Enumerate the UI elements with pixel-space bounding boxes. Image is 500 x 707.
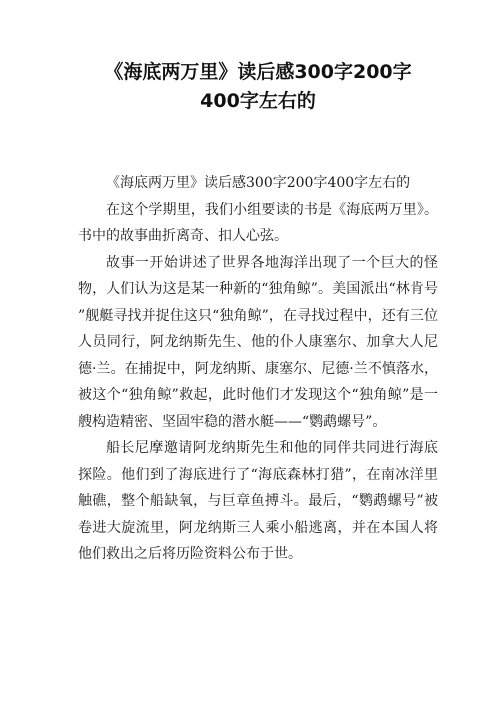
paragraph-intro: 在这个学期里，我们小组要读的书是《海底两万里》。书中的故事曲折离奇、扣人心弦。: [78, 201, 438, 244]
paragraph-adventure: 船长尼摩邀请阿龙纳斯先生和他的同伴共同进行海底探险。他们到了海底进行了“海底森林打猎”，在南冰洋里触礁，整个船缺氧，与巨章鱼搏斗。最后，“鹦鹉螺号”被卷进大旋流里，阿龙纳斯三人乘小船逃离，并在本国人将他们救出之后将历险资料公布于世。: [78, 440, 438, 562]
title-line-1: 《海底两万里》读后感300字200字: [104, 61, 412, 83]
title-line-2: 400字左右的: [200, 90, 316, 112]
document-body: [78, 170, 438, 568]
paragraph-subtitle: 《海底两万里》读后感300字200字400字左右的: [106, 175, 411, 191]
paragraph-story-beginning: 故事一开始讲述了世界各地海洋出现了一个巨大的怪物，人们认为这是某一种新的“独角鲸”。美国派出“林肯号”舰艇寻找并捉住这只“独角鲸”，在寻找过程中，还有三位人员同行，阿龙纳斯先生、他的仆人康塞尔、加拿大人尼德·兰。在捕捉中，阿龙纳斯、康塞尔、尼德·兰不慎落水，被这个“独角鲸”救起，此时他们才发现这个“独角鲸”是一艘构造精密、坚固牢稳的潜水艇——“鹦鹉螺号”。: [78, 254, 438, 430]
document-title: [78, 58, 438, 116]
